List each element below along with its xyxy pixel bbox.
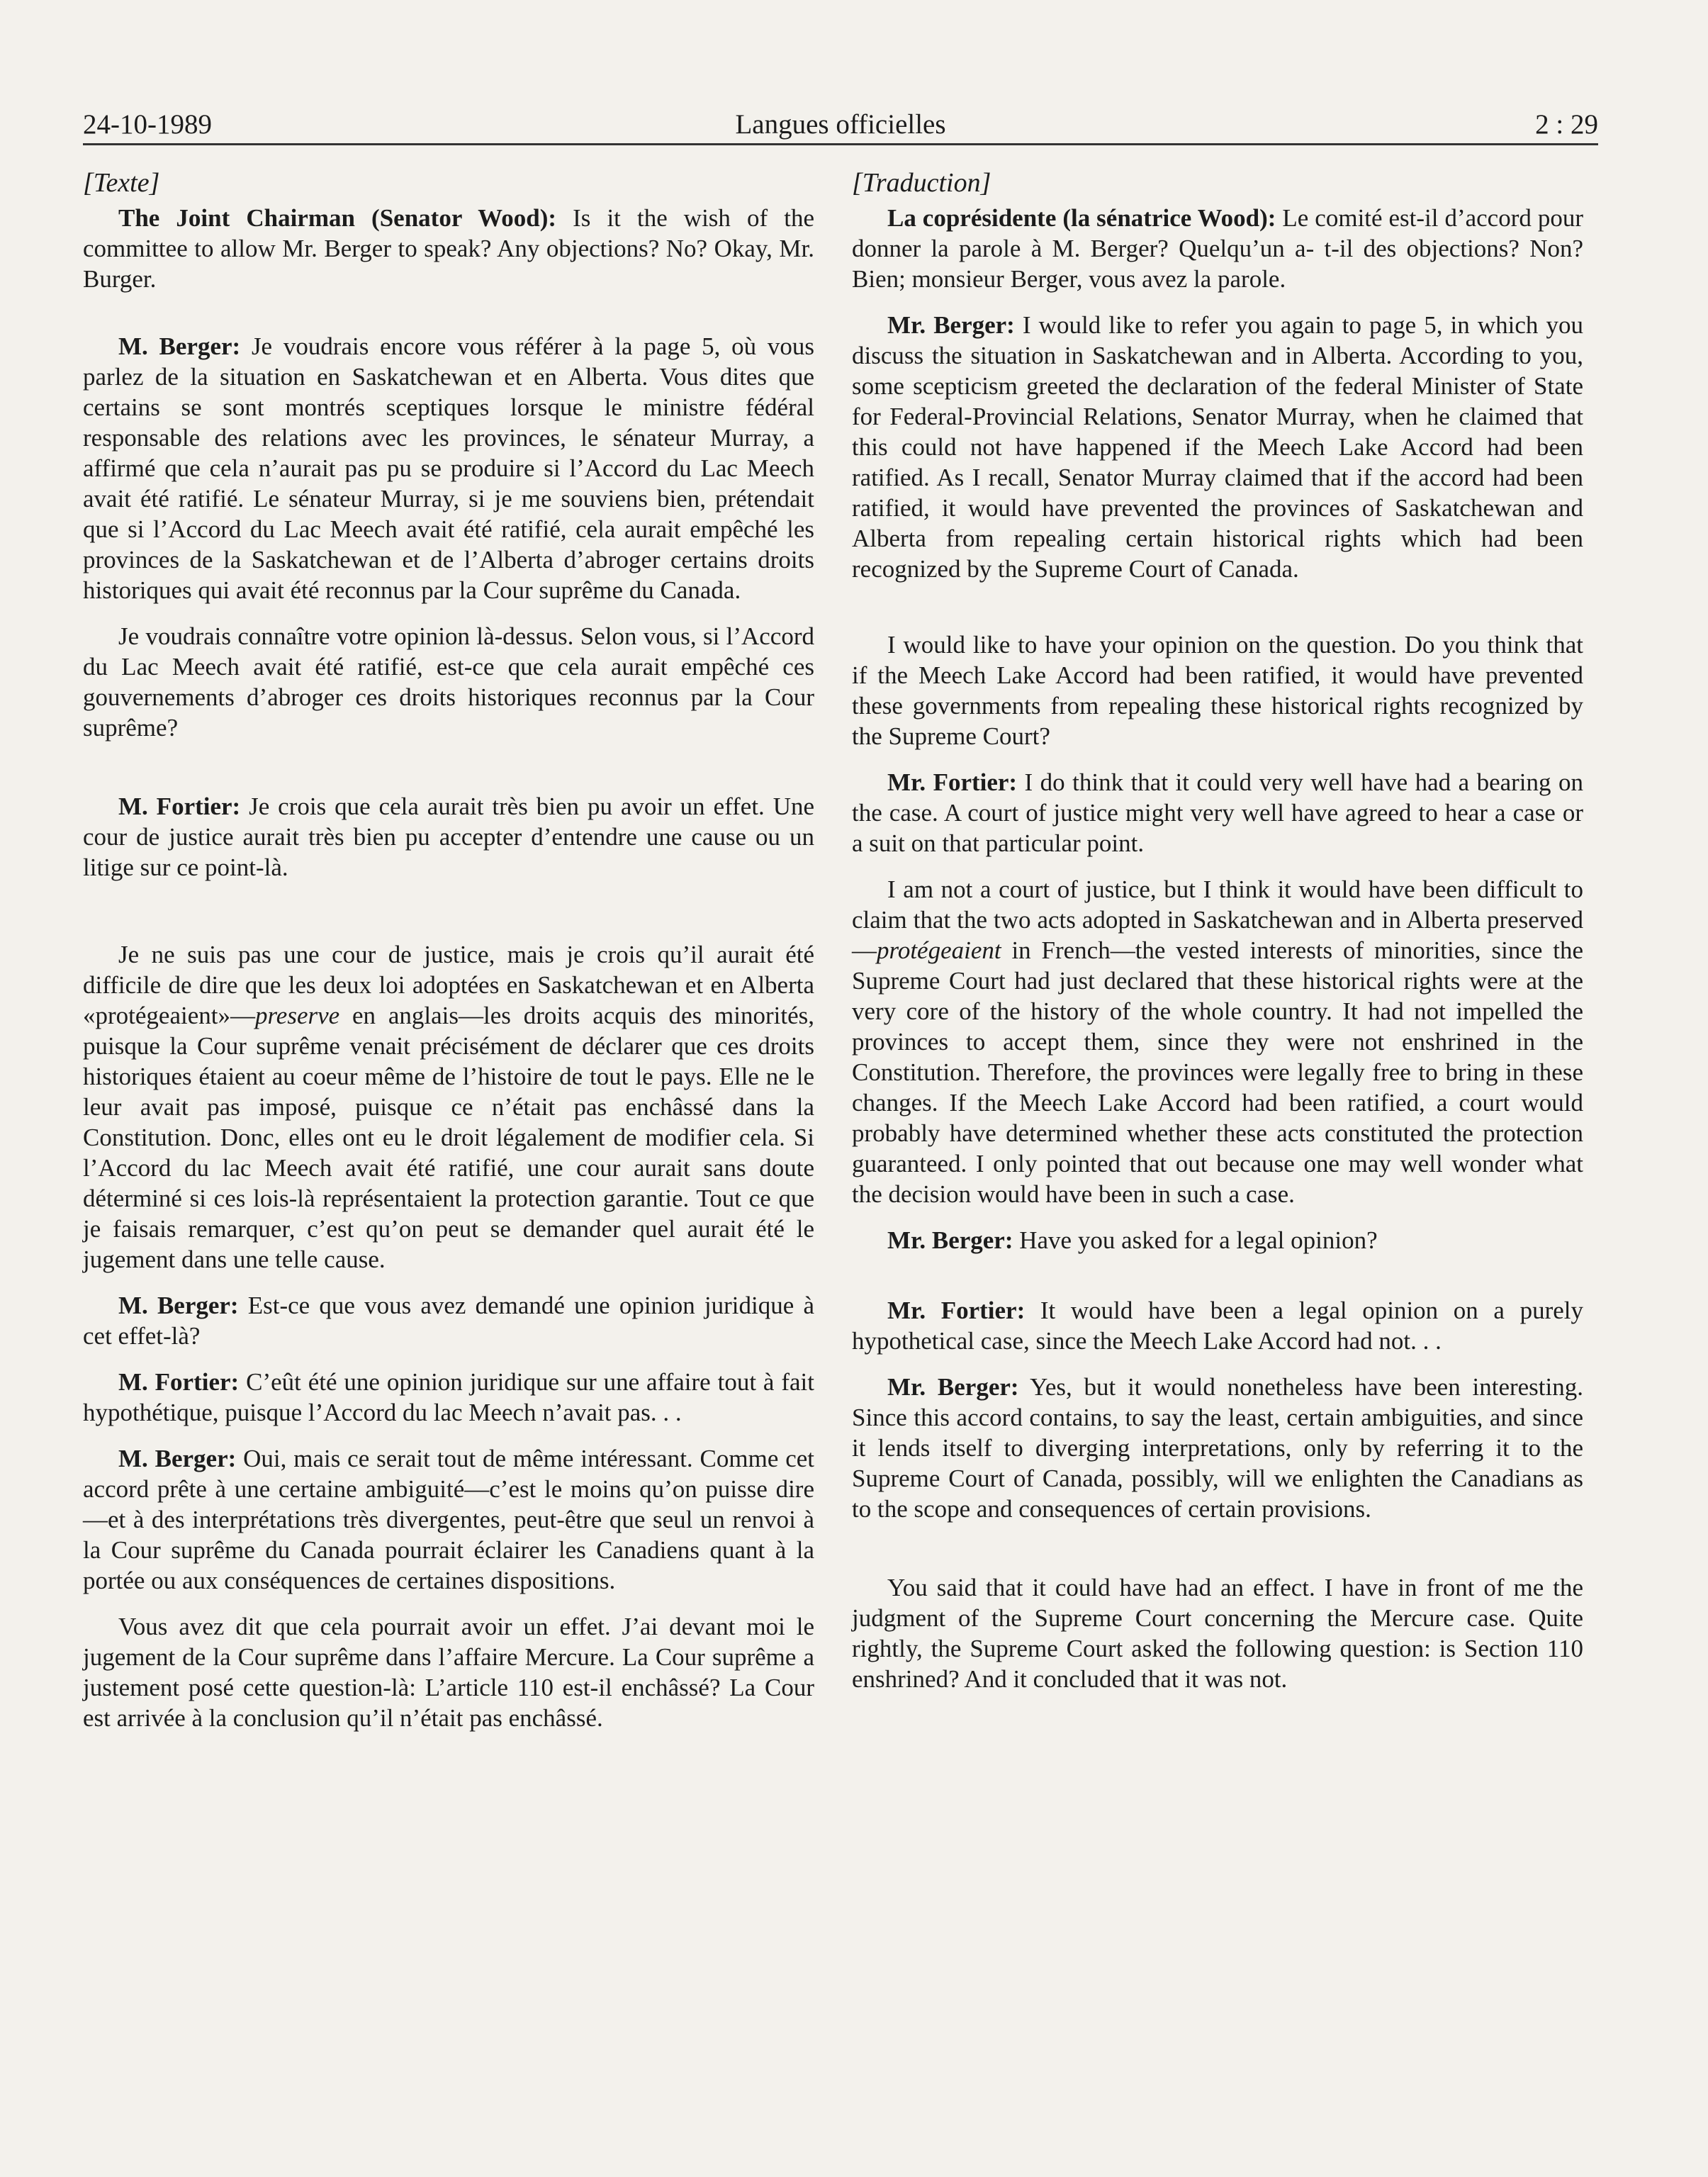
speaker-name: M. Berger: (118, 1292, 239, 1319)
page-number: 2 : 29 (1535, 109, 1598, 140)
section-label: [Traduction] (852, 168, 991, 198)
paragraph (83, 1443, 814, 1596)
paragraph-text: It would have been a legal opinion on a purely hypothetical case, since the Meech Lake Accord had not. . . (852, 1297, 1584, 1355)
paragraph (852, 874, 1583, 1209)
paragraph-text: Le comité est-il d’accord pour donner la parole à M. Berger? Quelqu’un a- t-il des objections? Non? Bien; monsieur Berger, vous avez la parole. (852, 204, 1583, 293)
french-column (83, 167, 814, 2053)
paragraph (852, 1372, 1583, 1524)
spacer (83, 310, 814, 331)
spacer (852, 1540, 1583, 1572)
paragraph-text: C’eût été une opinion juridique sur une affaire tout à fait hypothétique, puisque l’Accord du lac Meech n’avait pas. . . (83, 1368, 814, 1426)
section-label-text: Texte (93, 168, 150, 198)
speaker-name: The Joint Chairman (Senator Wood): (118, 204, 557, 232)
paragraph (852, 203, 1583, 294)
speaker-name: M. Berger: (118, 1445, 237, 1472)
paragraph-text: in French—the vested interests of minorities, since the Supreme Court had just declared that these historical rights were at the very core of the history of the whole country. It had not impelled the provinces to accept them, since they were not enshrined in the Constitution. Therefore, the provinces were legally free to bring in these changes. If the Meech Lake Accord had been ratified, a court would probably have determined whether these acts constituted the protection guaranteed. I only pointed that out because one may well wonder what the decision would have been in such a case. (852, 936, 1583, 1208)
paragraph: Vous avez dit que cela pourrait avoir un effet. J’ai devant moi le jugement de la Cour suprême dans l’affaire Mercure. La Cour suprême a justement posé cette question-là: L’article 110 est-il enchâssé? La Cour est arrivée à la conclusion qu’il n’était pas enchâssé. (83, 1613, 814, 1732)
spacer (852, 600, 1583, 629)
paragraph-text: I do think that it could very well have had a bearing on the case. A court of justice might very well have agreed to hear a case or a suit on that particular point. (852, 768, 1583, 857)
paragraph-text: Est-ce que vous avez demandé une opinion juridique à cet effet-là? (83, 1292, 814, 1350)
paragraph (83, 1367, 814, 1428)
paragraph (852, 1295, 1583, 1356)
paragraph-text: Is it the wish of the committee to allow Mr. Berger to speak? Any objections? No? Okay, Mr. Burger. (83, 204, 814, 293)
speaker-name: Mr. Fortier: (887, 768, 1018, 796)
paragraph (852, 767, 1583, 858)
header-date: 24-10-1989 (83, 109, 212, 140)
spacer (852, 1271, 1583, 1295)
paragraph-text: en anglais—les droits acquis des minorités, puisque la Cour suprême venait précisément de déclarer que ces droits historiques étaient au coeur même de l’histoire de tout le pays. Elle ne le leur avait pas imposé, puisque ce n’était pas enchâssé dans la Constitution. Donc, elles ont eu le droit légalement de modifier cela. Si l’Accord du lac Meech avait été ratifié, une cour aurait sans doute déterminé si ces lois-là représentaient la protection garantie. Tout ce que je faisais remarquer, c’est qu’on peut se demander quel aurait été le jugement dans une telle cause. (83, 1002, 814, 1273)
paragraph (83, 1290, 814, 1351)
paragraph-text: Je ne suis pas une cour de justice, mais je crois qu’il aurait été difficile de dire que les deux loi adoptées en Saskatchewan et en Alberta «protégeaient»— (83, 941, 814, 1029)
paragraph-text: Je voudrais encore vous référer à la page 5, où vous parlez de la situation en Saskatchewan et en Alberta. Vous dites que certains se sont montrés sceptiques lorsque le ministre fédéral responsable des relations avec les provinces, le sénateur Murray, a affirmé que cela n’aurait pas pu se produire si l’Accord du Lac Meech avait été ratifié. Le sénateur Murray, si je me souviens bien, prétendait que si l’Accord du Lac Meech avait été ratifié, cela aurait empêché les provinces de la Saskatchewan et de l’Alberta d’abroger certains droits historiques qui avait été reconnus par la Cour suprême du Canada. (83, 332, 814, 604)
paragraph (852, 1225, 1583, 1255)
speaker-name: Mr. Berger: (887, 311, 1015, 339)
paragraph-text: I would like to refer you again to page 5, in which you discuss the situation in Saskatchewan and in Alberta. According to you, some scepticism greeted the declaration of the federal Minister of State for Federal-Provincial Relations, Senator Murray, when he claimed that this could not have happened if the Meech Lake Accord had been ratified. As I recall, Senator Murray claimed that if the accord had been ratified, it would have prevented the provinces of Saskatchewan and Alberta from repealing certain historical rights which had been recognized by the Supreme Court of Canada. (852, 311, 1583, 583)
spacer (83, 898, 814, 939)
header-title: Langues officielles (735, 109, 946, 140)
section-label-text: Traduction (862, 168, 981, 198)
speaker-name: Mr. Berger: (887, 1373, 1019, 1401)
paragraph: Je voudrais connaître votre opinion là-dessus. Selon vous, si l’Accord du Lac Meech avait été ratifié, est-ce que cela aurait empêché ces gouvernements d’abroger ces droits historiques reconnus par la Cour suprême? (83, 622, 814, 741)
paragraph (83, 791, 814, 883)
english-column (852, 167, 1583, 2053)
speaker-name: M. Fortier: (118, 793, 241, 820)
speaker-name: Mr. Fortier: (887, 1297, 1026, 1324)
paragraph: You said that it could have had an effect. I have in front of me the judgment of the Supreme Court concerning the Mercure case. Quite rightly, the Supreme Court asked the following question: is Section 110 enshrined? And it concluded that it was not. (852, 1574, 1583, 1693)
paragraph-text: Oui, mais ce serait tout de même intéressant. Comme cet accord prête à une certaine ambiguité—c’est le moins qu’on puisse dire—et à des interprétations très divergentes, peut-être que seul un renvoi à la Cour suprême du Canada pourrait éclairer les Canadiens quant à la portée ou aux conséquences de certaines dispositions. (83, 1445, 814, 1594)
paragraph (83, 331, 814, 605)
paragraph (83, 203, 814, 294)
paragraph (852, 310, 1583, 584)
running-header (83, 106, 1598, 145)
paragraph-text: Yes, but it would nonetheless have been interesting. Since this accord contains, to say the least, certain ambiguities, and since it lends itself to diverging interpretations, only by referring it to the Supreme Court of Canada, possibly, will we enlighten the Canadians as to the scope and consequences of certain provisions. (852, 1373, 1583, 1523)
speaker-name: M. Berger: (118, 332, 241, 360)
section-label: [Texte] (83, 168, 160, 198)
italic-term: preserve (254, 1002, 340, 1029)
paragraph: I would like to have your opinion on the question. Do you think that if the Meech Lake Accord had been ratified, it would have prevented these governments from repealing these historical rights recognized by the Supreme Court? (852, 631, 1583, 750)
paragraph (83, 939, 814, 1275)
spacer (83, 759, 814, 791)
speaker-name: M. Fortier: (118, 1368, 240, 1396)
italic-term: protégeaient (877, 936, 1001, 964)
paragraph-text: I am not a court of justice, but I think it would have been difficult to claim that the two acts adopted in Saskatchewan and in Alberta preserved— (852, 875, 1583, 964)
paragraph-text: Je crois que cela aurait très bien pu avoir un effet. Une cour de justice aurait très bien pu accepter d’entendre une cause ou un litige sur ce point-là. (83, 793, 815, 881)
paragraph-text: Have you asked for a legal opinion? (1013, 1226, 1378, 1254)
speaker-name: La coprésidente (la sénatrice Wood): (887, 204, 1276, 232)
speaker-name: Mr. Berger: (887, 1226, 1013, 1254)
